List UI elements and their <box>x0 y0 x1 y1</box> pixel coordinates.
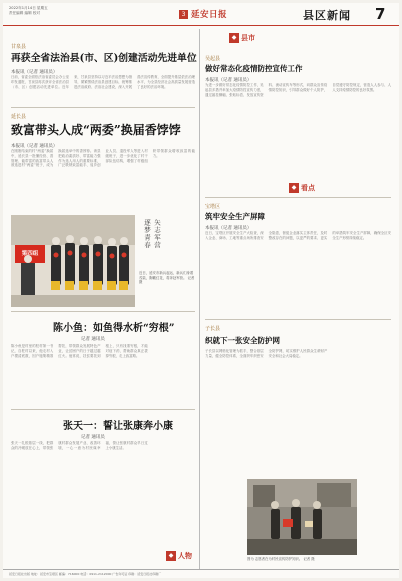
story1-headline: 再获全省法治县(市、区)创建活动先进单位 <box>11 53 197 64</box>
story2-tag: 延长县 <box>11 114 27 120</box>
story1-body: 日前，省委全面依法治省委员会办公室印发通报，甘泉县再次获评全省法治县（市、区）创建活动先进单位。近年来，甘泉县坚持以习近平法治思想为指导，紧紧围绕法治县创建目标，统筹推进法治政府、法治社会建设，深入开展普法宣传教育，全面提升基层依法治理水平，为全县经济社会高质量发展营造了良好的法治环境。 <box>11 75 195 89</box>
column-divider <box>199 29 200 569</box>
story5-body: 为进一步做好常态化疫情防控工作，吴起县多措并举加大疫情防控宣传力度，通过悬挂横幅、张贴标语、发放宣传资料、流动宣传车等形式，向群众宣传疫情防控知识，引导群众做好个人防护，自觉遵守防控规定，营造人人参与、人人支持疫情防控的良好氛围。 <box>205 83 391 97</box>
market-badge <box>229 33 255 43</box>
masthead-info <box>9 6 48 16</box>
issue-date: 2022年1月14日 星期五 <box>9 6 48 10</box>
editor-line: 责任编辑 编辑 校对 <box>9 11 41 15</box>
focus-badge-label: 看点 <box>301 184 315 192</box>
paper-name: 延安日报 <box>191 10 228 20</box>
photo-title-line1: 逐梦青春 <box>143 219 151 249</box>
story-separator <box>205 319 391 320</box>
logo-seal: 3 <box>179 10 188 19</box>
story7-tag: 子长县 <box>205 326 221 332</box>
story-separator <box>205 197 391 198</box>
recruits-photo <box>11 215 135 307</box>
story6-tag: 宝塔区 <box>205 204 221 210</box>
focus-badge <box>289 183 315 193</box>
story5-byline: 本报讯（记者 通讯员） <box>205 78 252 83</box>
recruits-photo-caption: 近日，延安市新兵起运，新兵们身着戎装，胸戴红花，将奔赴军营。 记者 摄 <box>139 271 195 285</box>
story2-body: 在刚刚结束的村“两委”换届中，延长县一批懂经营、善管理、能带富的致富带头人被选进村“两委”班子，成为换届选举中的香饽饽。该县把政治素质好、带富能力强作为选人用人的重要标准，广泛吸纳致富能手、返乡创业人员、退役军人等进入村级班子，进一步优化了村干部队伍结构，增强了村级组织带领群众增收致富的能力。 <box>11 149 195 168</box>
story1-tag: 甘泉县 <box>11 44 27 50</box>
street-photo-caption: 图为 志愿者在为村民宣传防护知识。 记者 摄 <box>247 557 315 561</box>
story5-tag: 吴起县 <box>205 56 221 62</box>
team-banner: 第四组 <box>21 251 39 257</box>
story3-headline: 陈小鱼：如鱼得水析“穷根” <box>53 323 175 334</box>
story2-byline: 本报讯（记者 通讯员） <box>11 144 58 149</box>
newspaper-page <box>3 3 399 578</box>
story-separator <box>11 311 195 312</box>
masthead <box>3 3 399 26</box>
street-photo <box>247 479 357 555</box>
story3-body: 陈小鱼是村里的驻村第一书记，自驻村以来，他走村入户摸清底数，因户施策精准帮扶，带领群众发展特色产业，让贫困户的日子越过越红火。他常说，扶贫要扶到根上，只有找准穷根，才能对症下药，帮助群众真正拔掉穷根，走上致富路。 <box>11 344 148 358</box>
market-badge-icon: ◆ <box>229 33 239 43</box>
story2-headline: 致富带头人成“两委”换届香饽饽 <box>11 123 181 137</box>
paper-logo <box>179 8 227 20</box>
market-badge-label: 县市 <box>241 34 255 42</box>
story1-byline: 本报讯（记者 通讯员） <box>11 70 58 75</box>
story3-byline: 记者 通讯员 <box>81 337 105 342</box>
story4-headline: 张天一：誓让张康奔小康 <box>63 421 173 432</box>
story6-body: 近日，宝塔区开展安全生产大检查，深入企业、商场、工地等重点场所排查安全隐患，督促企业落实主体责任，及时整改存在的问题，以更严的要求、更实的举措筑牢安全生产屏障，确保全区安全生产形势持续稳定。 <box>205 231 391 240</box>
people-badge <box>166 551 192 561</box>
street-photo-art <box>247 479 357 555</box>
footer-imprint: 延安日报社出版 地址：延安市宝塔区 邮编：716000 电话：0911-2112000 广告许可证 印刷：延安日报社印刷厂 <box>3 569 399 578</box>
story6-byline: 本报讯（记者 通讯员） <box>205 226 252 231</box>
story7-body: 子长县以网格化管理为抓手，整合基层力量，健全防控体系，全面织牢织密安全防护网，切实维护人民群众生命财产安全和社会大局稳定。 <box>205 349 328 358</box>
story4-body: 张天一扎根基层一线，把群众的冷暖放在心上，带领张康村群众发展产业、改善环境，一心一意为村民谋幸福，誓让张康村群众早日过上小康生活。 <box>11 441 148 450</box>
story7-headline: 织就下一张安全防护网 <box>205 336 280 345</box>
page-number: 7 <box>375 5 386 23</box>
people-badge-label: 人物 <box>178 552 192 560</box>
focus-badge-icon: ◆ <box>289 183 299 193</box>
photo-title-line2: 矢志军营 <box>153 219 161 249</box>
story-separator <box>11 409 195 410</box>
story5-headline: 做好常态化疫情防控宣传工作 <box>205 64 303 73</box>
people-badge-icon: ◆ <box>166 551 176 561</box>
story-separator <box>11 107 195 108</box>
story6-headline: 筑牢安全生产屏障 <box>205 212 265 221</box>
section-title: 县区新闻 <box>303 9 351 22</box>
story4-byline: 记者 通讯员 <box>81 435 105 440</box>
